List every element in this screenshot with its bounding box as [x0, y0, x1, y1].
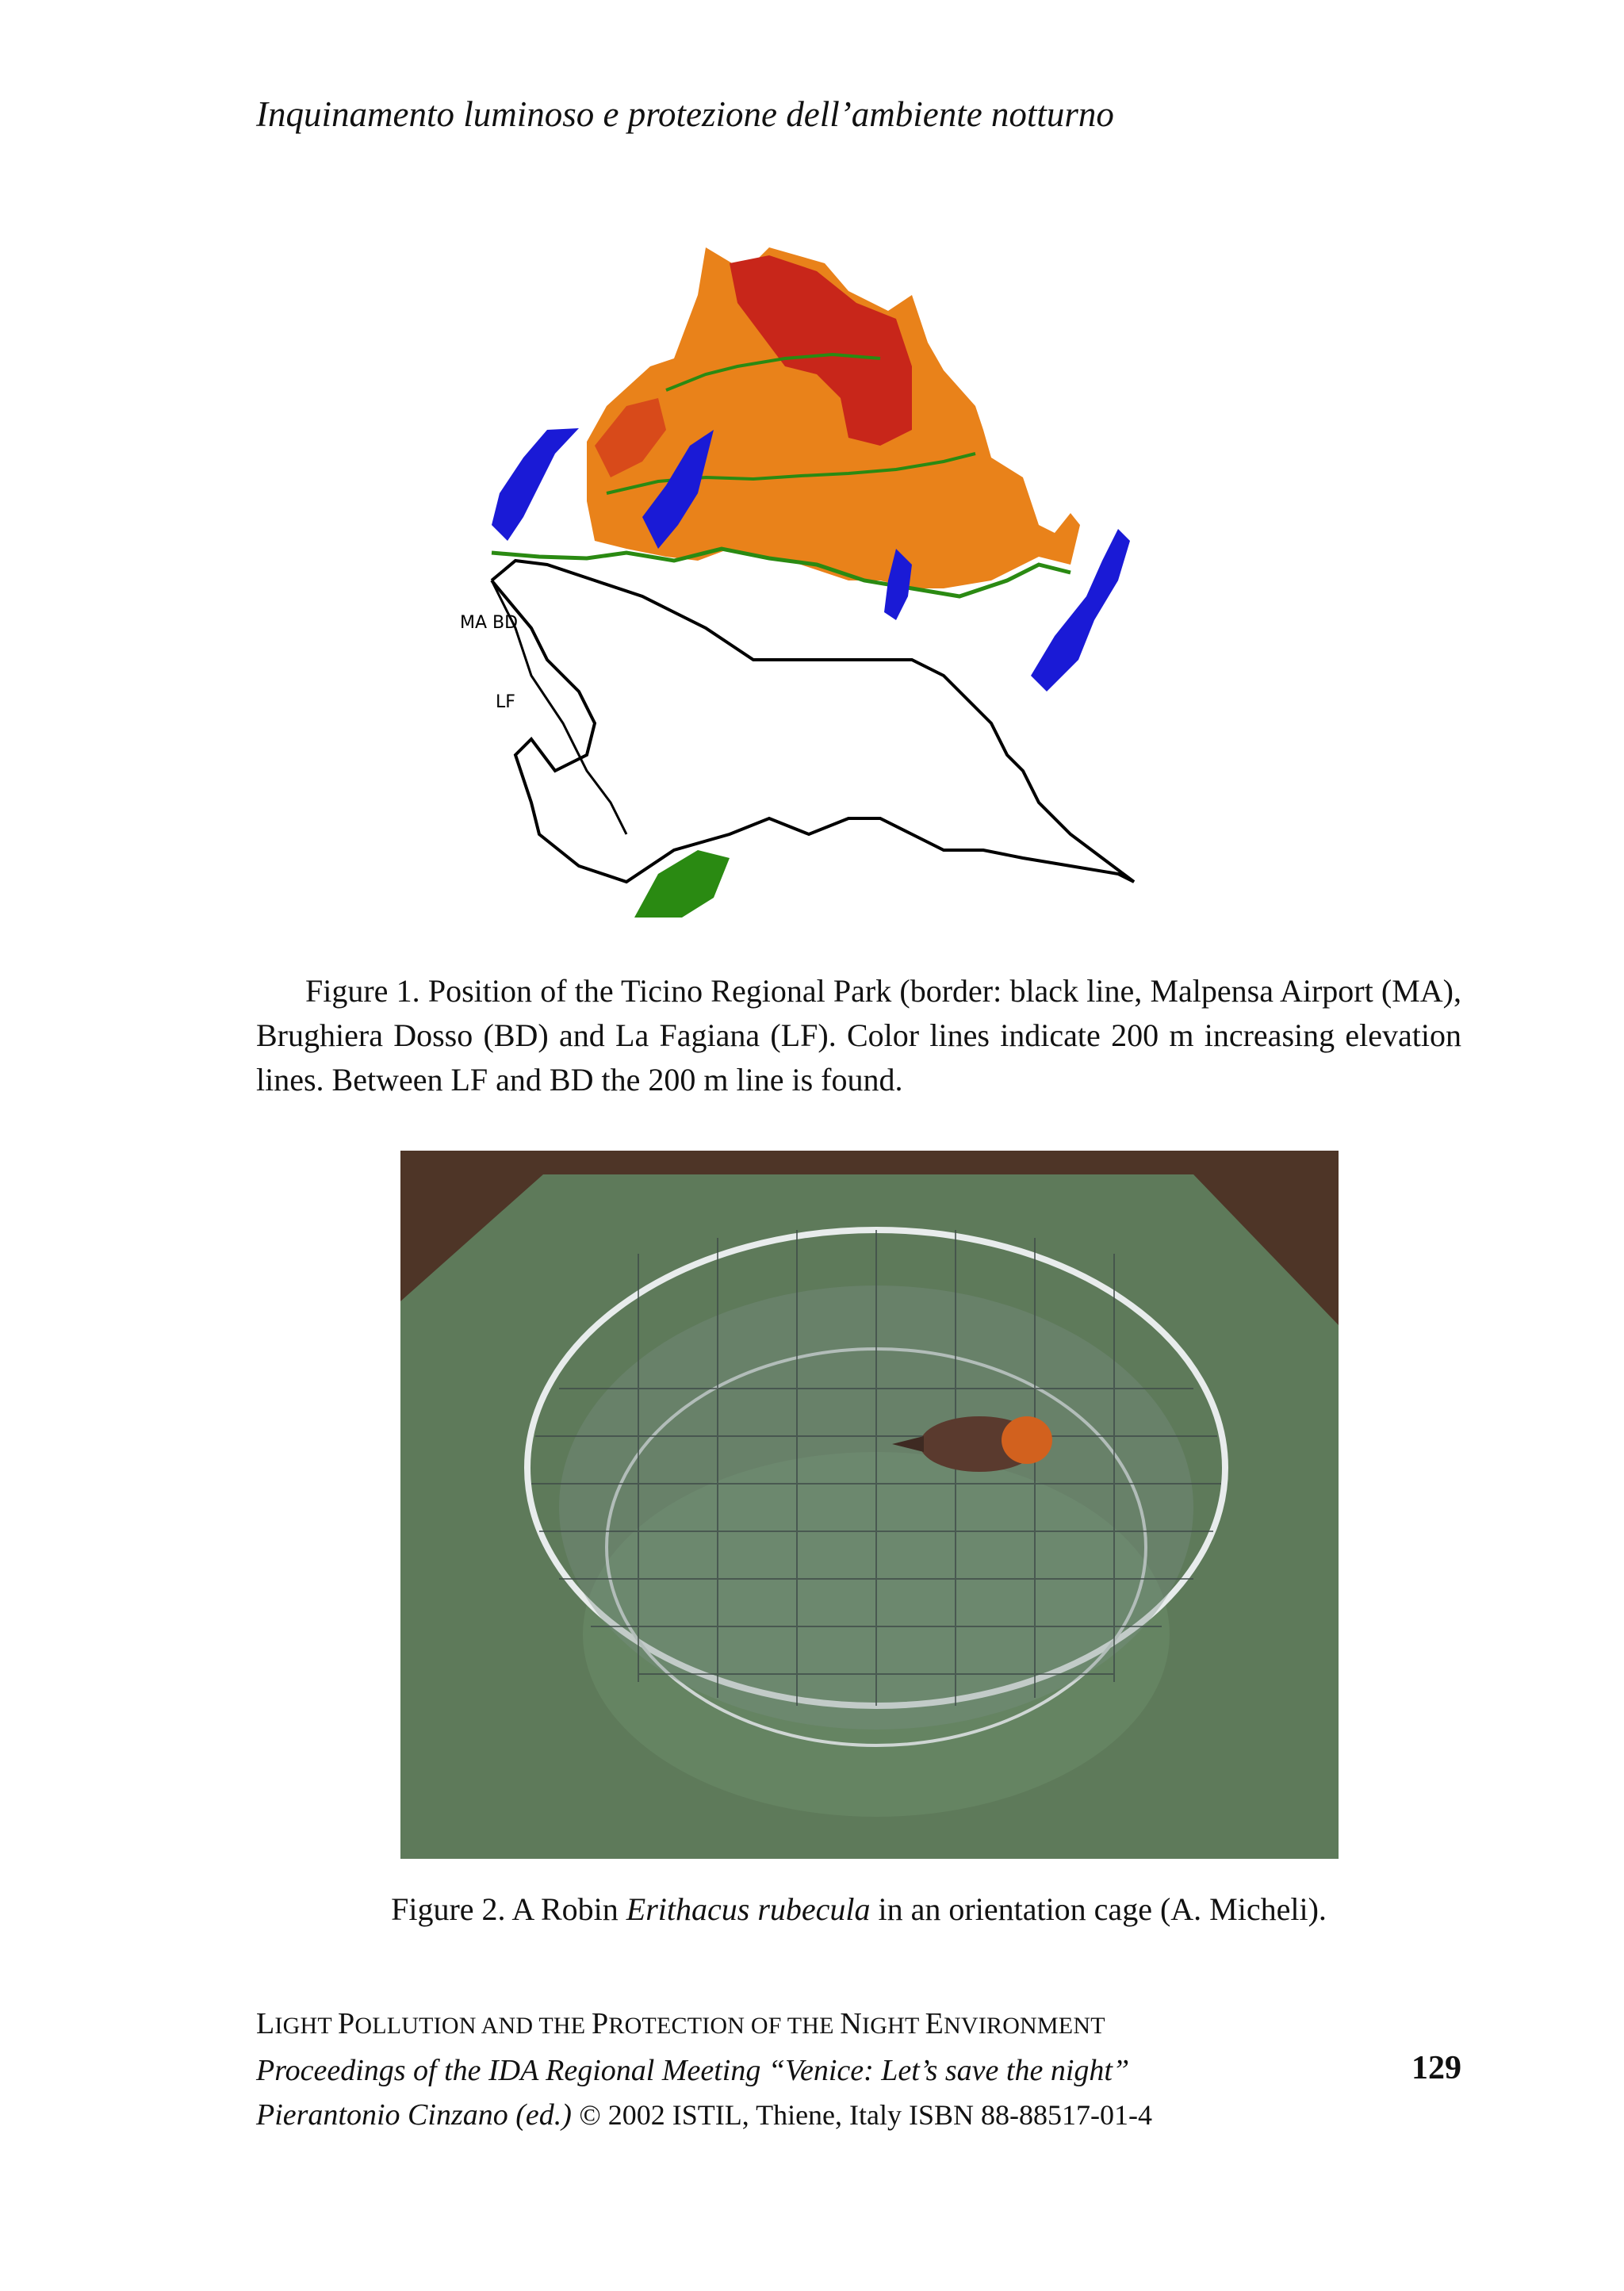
map-label-lf: LF [496, 692, 515, 712]
running-header: Inquinamento luminoso e protezione dell’ambiente notturno [256, 94, 1114, 134]
species-name: Erithacus rubecula [626, 1891, 871, 1927]
ticino-park-map [460, 247, 1293, 921]
map-label-ma-bd: MA BD [460, 613, 519, 633]
footer-proceedings: Proceedings of the IDA Regional Meeting “Venice: Let’s save the night” [256, 2054, 1130, 2087]
figure2-caption: Figure 2. A Robin Erithacus rubecula in an orientation cage (A. Micheli). [391, 1891, 1327, 1927]
figure1-caption: Figure 1. Position of the Ticino Regional Park (border: black line, Malpensa Airport (MA), Brughiera Dosso (BD) and La Fagiana (LF). Color lines indicate 200 m increasing elevation lines. Between LF and BD the 200 m line is found. [256, 973, 1461, 1098]
footer-series-title: LIGHT POLLUTION AND THE PROTECTION OF THE NIGHT ENVIRONMENT [256, 2007, 1105, 2040]
robin-cage-photo [400, 1151, 1339, 1859]
page-number: 129 [1411, 2050, 1461, 2086]
page-footer [256, 2002, 1461, 2137]
map-park-border [492, 561, 1134, 882]
map-lake-maggiore [492, 428, 579, 541]
map-green-patch [634, 850, 730, 918]
footer-editor: Pierantonio Cinzano (ed.) © 2002 ISTIL, Thiene, Italy ISBN 88-88517-01-4 [256, 2098, 1152, 2132]
